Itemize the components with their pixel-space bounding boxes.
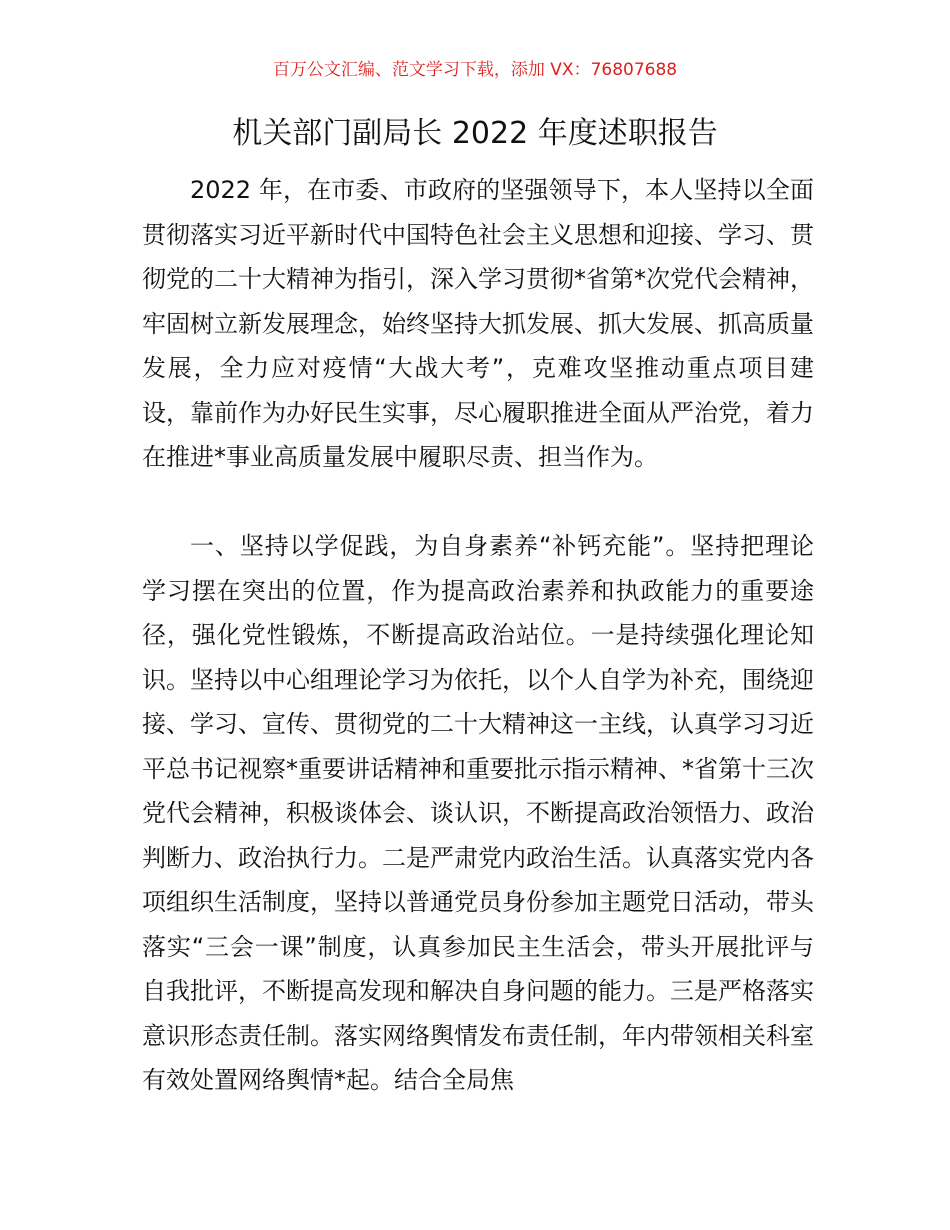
paragraph-intro: 2022 年，在市委、市政府的坚强领导下，本人坚持以全面贯彻落实习近平新时代中国特色社会主义思想和迎接、学习、贯彻党的二十大精神为指引，深入学习贯彻*省第*次党代会精神，牢固树立新发展理念，始终坚持大抓发展、抓大发展、抓高质量发展，全力应对疫情“大战大考”，克难攻坚推动重点项目建设，靠前作为办好民生实事，尽心履职推进全面从严治党，着力在推进*事业高质量发展中履职尽责、担当作为。 (142, 176, 814, 471)
paragraph-section-one: 一、坚持以学促践，为自身素养“补钙充能”。坚持把理论学习摆在突出的位置，作为提高政治素养和执政能力的重要途径，强化党性锻炼，不断提高政治站位。一是持续强化理论知识。坚持以中心组理论学习为依托，以个人自学为补充，围绕迎接、学习、宣传、贯彻党的二十大精神这一主线，认真学习习近平总书记视察*重要讲话精神和重要批示指示精神、*省第十三次党代会精神，积极谈体会、谈认识，不断提高政治领悟力、政治判断力、政治执行力。二是严肃党内政治生活。认真落实党内各项组织生活制度，坚持以普通党员身份参加主题党日活动，带头落实“三会一课”制度，认真参加民主生活会，带头开展批评与自我批评，不断提高发现和解决自身问题的能力。三是严格落实意识形态责任制。落实网络舆情发布责任制，年内带领相关科室有效处置网络舆情*起。结合全局焦 (142, 532, 814, 1094)
header-watermark-note: 百万公文汇编、范文学习下载，添加 VX：76807688 (272, 60, 678, 80)
document-title: 机关部门副局长 2022 年度述职报告 (232, 116, 718, 151)
